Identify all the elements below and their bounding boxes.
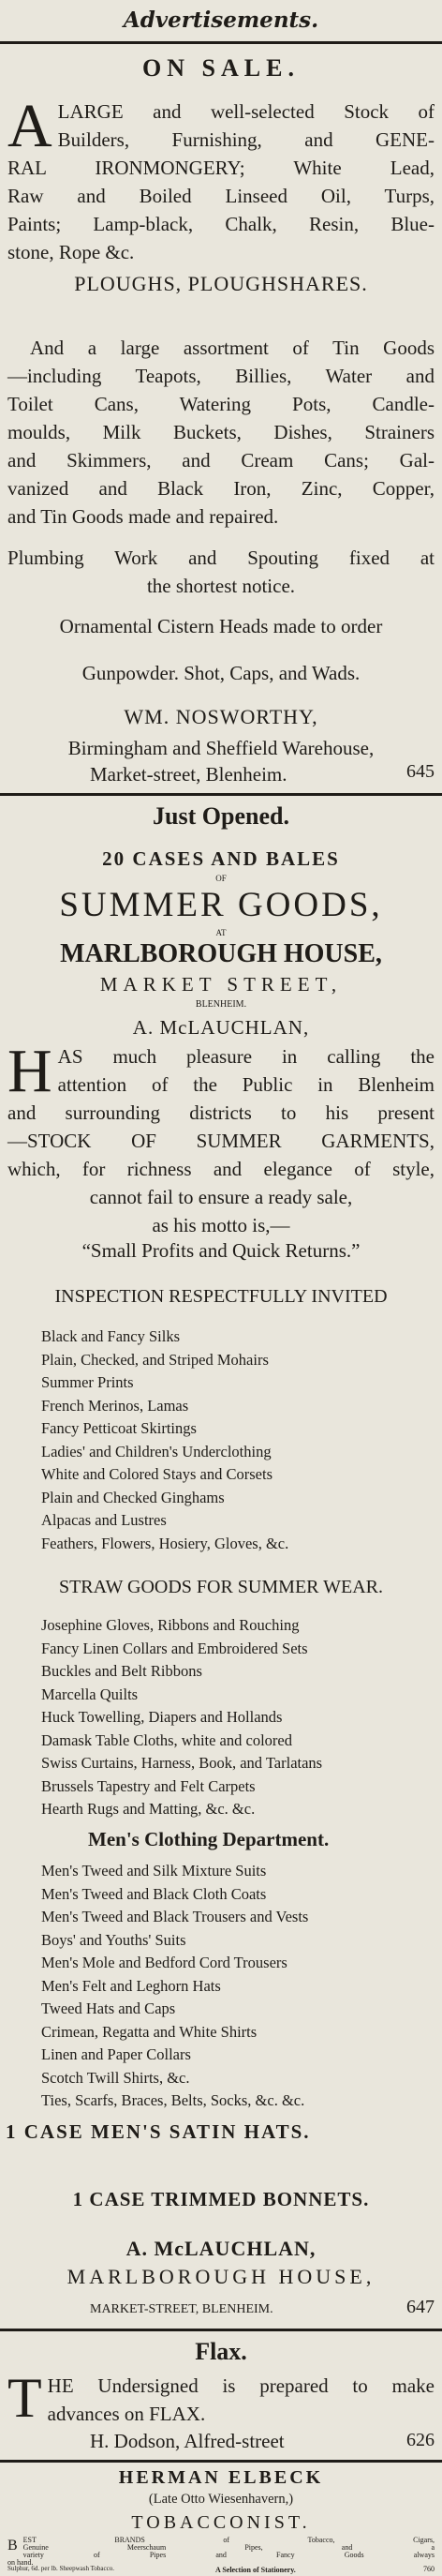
ad-late: (Late Otto Wiesenhavern,) xyxy=(148,2492,294,2507)
ad-owner-2: A. McLAUCHLAN, xyxy=(125,2237,317,2260)
intro-line: RAL IRONMONGERY; White Lead, xyxy=(7,157,435,179)
list-item: Men's Mole and Bedford Cord Trousers xyxy=(41,1954,287,1971)
tobacco-line: Genuine Meerschaum Pipes, and a xyxy=(22,2543,435,2552)
list-item: Men's Tweed and Black Cloth Coats xyxy=(41,1884,267,1903)
body-line: moulds, Milk Buckets, Dishes, Strainers xyxy=(7,421,435,443)
list-item: Linen and Paper Collars xyxy=(41,2045,191,2063)
ad-town: BLENHEIM. xyxy=(195,999,247,1010)
drop-cap: H xyxy=(7,1037,52,1105)
list-item: Huck Towelling, Diapers and Hollands xyxy=(41,1708,283,1726)
intro-line: which, for richness and elegance of style, xyxy=(7,1158,435,1180)
body-line: and Skimmers, and Cream Cans; Gal- xyxy=(7,449,435,472)
drop-cap: T xyxy=(7,2367,42,2429)
list-item: Swiss Curtains, Harness, Book, and Tarlatans xyxy=(41,1754,323,1772)
flax-line: advances on FLAX. xyxy=(47,2403,206,2425)
ad-inspection: INSPECTION RESPECTFULLY INVITED xyxy=(54,1286,388,1307)
list-item: Ladies' and Children's Underclothing xyxy=(41,1442,272,1460)
ad-subheading-ploughs: PLOUGHS, PLOUGHSHARES. xyxy=(74,272,368,295)
ad-address: MARKET-STREET, BLENHEIM. xyxy=(90,2302,273,2316)
ad-gunpowder: Gunpowder. Shot, Caps, and Wads. xyxy=(81,662,361,684)
ad4-paragraph xyxy=(7,2537,435,2567)
ad-sulphur: Sulphur, 6d. per lb. Sheepwash Tobacco. xyxy=(7,2565,114,2572)
ad-cistern: Ornamental Cistern Heads made to order xyxy=(59,615,383,637)
intro-line: LARGE and well-selected Stock of xyxy=(57,100,435,123)
ad-mens-department: Men's Clothing Department. xyxy=(88,1828,330,1850)
intro-line: Builders, Furnishing, and GENE- xyxy=(57,128,435,151)
ad-house-name: MARLBOROUGH HOUSE, xyxy=(60,939,382,968)
tobacco-line: EST BRANDS of Tobacco, Cigars, xyxy=(22,2536,435,2544)
intro-line: and surrounding districts to his present xyxy=(7,1101,435,1124)
ad-number: 645 xyxy=(406,761,435,782)
ad-at: AT xyxy=(215,928,227,937)
ad-tobacconist-name: HERMAN ELBECK xyxy=(118,2467,324,2488)
intro-line: Paints; Lamp-black, Chalk, Resin, Blue- xyxy=(7,213,435,235)
list-item: Buckles and Belt Ribbons xyxy=(41,1662,202,1680)
ad-address-2: Market-street, Blenheim. xyxy=(90,763,287,786)
ad-motto: “Small Profits and Quick Returns.” xyxy=(81,1239,361,1262)
list-item: Men's Tweed and Silk Mixture Suits xyxy=(41,1862,267,1880)
tobacco-line: on hand. xyxy=(7,2558,34,2567)
intro-line: —STOCK OF SUMMER GARMENTS, xyxy=(7,1130,435,1152)
list-item: Tweed Hats and Caps xyxy=(41,1999,176,2017)
ad-number: 760 xyxy=(423,2565,435,2573)
list-item: Alpacas and Lustres xyxy=(41,1511,167,1529)
list-item: Fancy Petticoat Skirtings xyxy=(41,1419,197,1437)
ad-heading-just-opened: Just Opened. xyxy=(153,802,289,830)
drop-cap: B xyxy=(7,2538,18,2554)
intro-line: attention of the Public in Blenheim xyxy=(57,1073,435,1096)
body-line: Toilet Cans, Watering Pots, Candle- xyxy=(7,393,435,415)
ad3-paragraph xyxy=(7,2367,435,2429)
ad-house-name-2: MARLBOROUGH HOUSE, xyxy=(66,2265,376,2288)
ad-summer-goods: SUMMER GOODS, xyxy=(59,886,383,924)
ad-heading-flax: Flax. xyxy=(195,2338,247,2365)
list-item: Crimean, Regatta and White Shirts xyxy=(41,2022,258,2041)
body-line: vanized and Black Iron, Zinc, Copper, xyxy=(7,477,435,500)
list-item: Scotch Twill Shirts, &c. xyxy=(41,2068,190,2087)
ad-merchant-name: WM. NOSWORTHY, xyxy=(124,705,318,728)
list-ladies-goods xyxy=(41,1325,288,1555)
ad-stationery: A Selection of Stationery. xyxy=(215,2566,296,2574)
body-line: and Tin Goods made and repaired. xyxy=(7,505,279,528)
list-item: Plain, Checked, and Striped Mohairs xyxy=(41,1350,269,1369)
ad-of: OF xyxy=(215,874,227,883)
list-item: Men's Tweed and Black Trousers and Vests xyxy=(41,1908,309,1925)
masthead-rule xyxy=(0,41,442,44)
ad-intro-paragraph xyxy=(7,92,435,266)
ad-address-1: Birmingham and Sheffield Warehouse, xyxy=(67,737,375,759)
ad-straw-goods: STRAW GOODS FOR SUMMER WEAR. xyxy=(58,1577,384,1597)
list-item: Marcella Quilts xyxy=(41,1685,139,1703)
ad-divider xyxy=(0,2460,442,2463)
intro-line: Raw and Boiled Linseed Oil, Turps, xyxy=(7,185,435,207)
body-line: —including Teapots, Billies, Water and xyxy=(7,365,435,387)
list-item: Josephine Gloves, Ribbons and Rouching xyxy=(41,1616,300,1634)
ad-divider xyxy=(0,793,442,796)
list-item: Summer Prints xyxy=(41,1373,134,1391)
list-item: French Merinos, Lamas xyxy=(41,1396,189,1415)
flax-line: HE Undersigned is prepared to make xyxy=(47,2374,435,2397)
ad-signature: H. Dodson, Alfred-street xyxy=(90,2430,285,2452)
drop-cap: A xyxy=(7,92,52,160)
list-item: Damask Table Cloths, white and colored xyxy=(41,1730,292,1749)
ad-satin-hats: 1 CASE MEN'S SATIN HATS. xyxy=(6,2120,311,2143)
tobacco-line: variety of Pipes and Fancy Goods always xyxy=(22,2551,435,2559)
ad-number: 626 xyxy=(406,2430,435,2450)
intro-line: cannot fail to ensure a ready sale, xyxy=(89,1186,353,1208)
ad-number: 647 xyxy=(406,2297,435,2317)
section-title: Advertisements. xyxy=(123,7,319,33)
body-line: And a large assortment of Tin Goods xyxy=(30,337,435,359)
list-item: Brussels Tapestry and Felt Carpets xyxy=(41,1776,256,1795)
ad-divider xyxy=(0,2329,442,2331)
plumbing-line: the shortest notice. xyxy=(146,575,296,597)
list-straw-goods xyxy=(41,1614,322,1821)
list-item: Plain and Checked Ginghams xyxy=(41,1488,225,1506)
list-item: White and Colored Stays and Corsets xyxy=(41,1465,273,1483)
ad-owner: A. McLAUCHLAN, xyxy=(132,1016,310,1039)
ad-trimmed-bonnets: 1 CASE TRIMMED BONNETS. xyxy=(72,2188,370,2210)
ad-trade: TOBACCONIST. xyxy=(131,2512,311,2533)
intro-line: stone, Rope &c. xyxy=(7,241,135,263)
list-item: Feathers, Flowers, Hosiery, Gloves, &c. xyxy=(41,1534,289,1552)
list-item: Black and Fancy Silks xyxy=(41,1327,181,1345)
ad2-intro-paragraph xyxy=(7,1037,435,1239)
ad-street: MARKET STREET, xyxy=(99,973,343,996)
list-item: Hearth Rugs and Matting, &c. &c. xyxy=(41,1800,256,1818)
ad-cases: 20 CASES AND BALES xyxy=(102,847,340,870)
plumbing-line: Plumbing Work and Spouting fixed at xyxy=(7,547,435,569)
ad-heading-on-sale: ON SALE. xyxy=(142,54,300,82)
list-item: Ties, Scarfs, Braces, Belts, Socks, &c. &c. xyxy=(41,2091,305,2109)
ad-body-paragraph xyxy=(7,334,435,531)
ad-plumbing xyxy=(7,544,435,600)
list-item: Fancy Linen Collars and Embroidered Sets xyxy=(41,1639,308,1657)
list-item: Men's Felt and Leghorn Hats xyxy=(41,1976,221,1995)
intro-line: as his motto is,— xyxy=(152,1214,290,1236)
list-item: Boys' and Youths' Suits xyxy=(41,1930,186,1949)
intro-line: AS much pleasure in calling the xyxy=(57,1045,435,1068)
list-mens-clothing xyxy=(41,1860,308,2113)
